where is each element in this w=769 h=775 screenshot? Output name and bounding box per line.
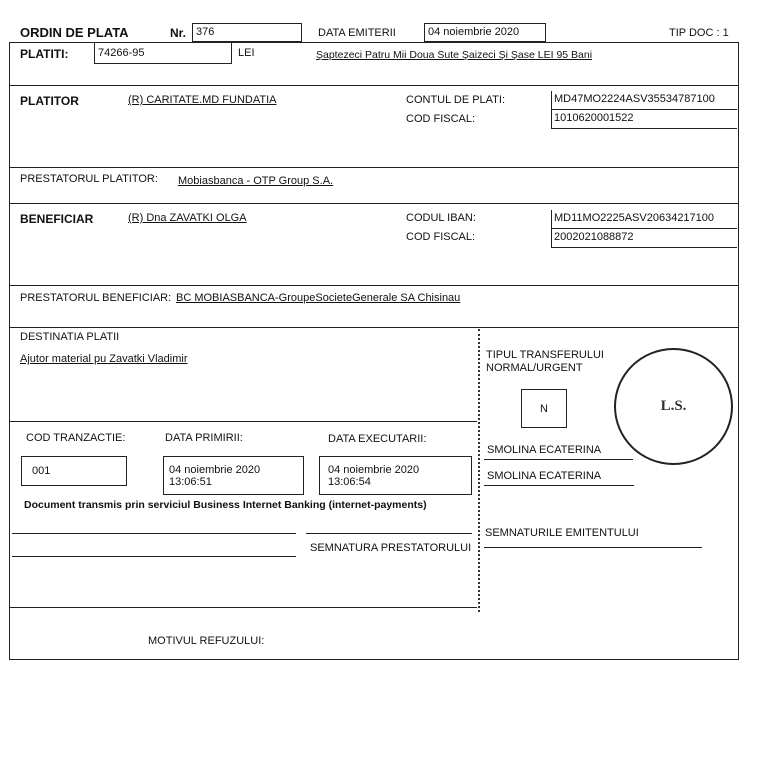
divider bbox=[9, 327, 739, 328]
payer-fiscal-field bbox=[551, 110, 737, 129]
amount-label: PLATITI: bbox=[20, 47, 69, 61]
signature-line bbox=[484, 485, 634, 486]
divider bbox=[9, 607, 477, 608]
transfer-type-value: N bbox=[540, 402, 548, 415]
beneficiary-iban-label: CODUL IBAN: bbox=[406, 212, 476, 224]
order-number-box bbox=[192, 23, 302, 42]
signer-name: SMOLINA ECATERINA bbox=[487, 470, 602, 482]
amount-box bbox=[94, 42, 232, 64]
received-time-value: 13:06:51 bbox=[169, 476, 212, 488]
received-date-label: DATA PRIMIRII: bbox=[165, 432, 243, 444]
signature-line bbox=[484, 459, 633, 460]
column-separator bbox=[478, 329, 480, 612]
executed-date-label: DATA EXECUTARII: bbox=[328, 433, 427, 445]
transfer-type-label: TIPUL TRANSFERULUI bbox=[486, 349, 604, 361]
transaction-code-label: COD TRANZACTIE: bbox=[26, 432, 126, 444]
transaction-code-value: 001 bbox=[32, 465, 51, 477]
beneficiary-fiscal-value: 2002021088872 bbox=[554, 231, 634, 243]
issue-date-box bbox=[424, 23, 546, 42]
beneficiary-bank-value: BC MOBIASBANCA-GroupeSocieteGenerale SA Chisinau bbox=[176, 292, 461, 304]
executed-date-box bbox=[319, 456, 472, 495]
payer-label: PLATITOR bbox=[20, 94, 79, 108]
amount-value: 74266-95 bbox=[98, 47, 145, 59]
stamp-seal bbox=[614, 348, 733, 465]
divider bbox=[9, 85, 739, 86]
payer-account-label: CONTUL DE PLATI: bbox=[406, 94, 506, 106]
signature-line bbox=[12, 556, 296, 557]
transfer-type-box bbox=[521, 389, 567, 428]
currency-label: LEI bbox=[238, 47, 255, 59]
divider bbox=[9, 167, 739, 168]
transmission-note: Document transmis prin serviciul Business Internet Banking (internet-payments) bbox=[24, 499, 427, 511]
divider bbox=[9, 421, 477, 422]
payer-bank-value: Mobiasbanca - OTP Group S.A. bbox=[178, 175, 334, 187]
stamp-text: L.S. bbox=[660, 398, 687, 414]
refusal-reason-label: MOTIVUL REFUZULUI: bbox=[148, 635, 265, 647]
beneficiary-fiscal-field bbox=[551, 229, 737, 248]
payer-account-value: MD47MO2224ASV35534787100 bbox=[554, 93, 715, 105]
payment-purpose-label: DESTINATIA PLATII bbox=[20, 331, 120, 343]
beneficiary-bank-label: PRESTATORUL BENEFICIAR: bbox=[20, 292, 172, 304]
executed-date-value: 04 noiembrie 2020 bbox=[328, 464, 420, 476]
issue-date-label: DATA EMITERII bbox=[318, 27, 396, 39]
order-number-value: 376 bbox=[196, 26, 215, 38]
document-title: ORDIN DE PLATA bbox=[20, 25, 129, 40]
signature-line bbox=[306, 533, 472, 534]
payment-purpose-value: Ajutor material pu Zavatki Vladimir bbox=[20, 353, 188, 365]
form-frame bbox=[9, 42, 739, 660]
received-date-box bbox=[163, 456, 304, 495]
provider-signature-label: SEMNATURA PRESTATORULUI bbox=[310, 542, 472, 554]
transfer-type-options: NORMAL/URGENT bbox=[486, 362, 583, 374]
beneficiary-name: (R) Dna ZAVATKI OLGA bbox=[128, 212, 247, 224]
signer-name: SMOLINA ECATERINA bbox=[487, 444, 602, 456]
signature-line bbox=[484, 547, 702, 548]
payer-bank-label: PRESTATORUL PLATITOR: bbox=[20, 173, 158, 185]
payer-account-field bbox=[551, 91, 737, 110]
beneficiary-fiscal-label: COD FISCAL: bbox=[406, 231, 476, 243]
signature-line bbox=[12, 533, 296, 534]
issuer-signatures-label: SEMNATURILE EMITENTULUI bbox=[485, 527, 639, 539]
payer-fiscal-label: COD FISCAL: bbox=[406, 113, 476, 125]
divider bbox=[9, 285, 739, 286]
divider bbox=[9, 203, 739, 204]
beneficiary-iban-field bbox=[551, 210, 737, 229]
beneficiary-iban-value: MD11MO2225ASV20634217100 bbox=[554, 212, 715, 224]
amount-in-words: Şaptezeci Patru Mii Doua Sute Şaizeci Şi Şase LEI 95 Bani bbox=[316, 49, 593, 61]
beneficiary-label: BENEFICIAR bbox=[20, 212, 94, 226]
transaction-code-box bbox=[21, 456, 127, 486]
received-date-value: 04 noiembrie 2020 bbox=[169, 464, 261, 476]
doc-type: TIP DOC : 1 bbox=[669, 27, 729, 39]
payer-fiscal-value: 1010620001522 bbox=[554, 112, 634, 124]
issue-date-value: 04 noiembrie 2020 bbox=[428, 26, 520, 38]
payer-name: (R) CARITATE.MD FUNDATIA bbox=[128, 94, 277, 106]
executed-time-value: 13:06:54 bbox=[328, 476, 371, 488]
order-number-label: Nr. bbox=[170, 26, 187, 40]
